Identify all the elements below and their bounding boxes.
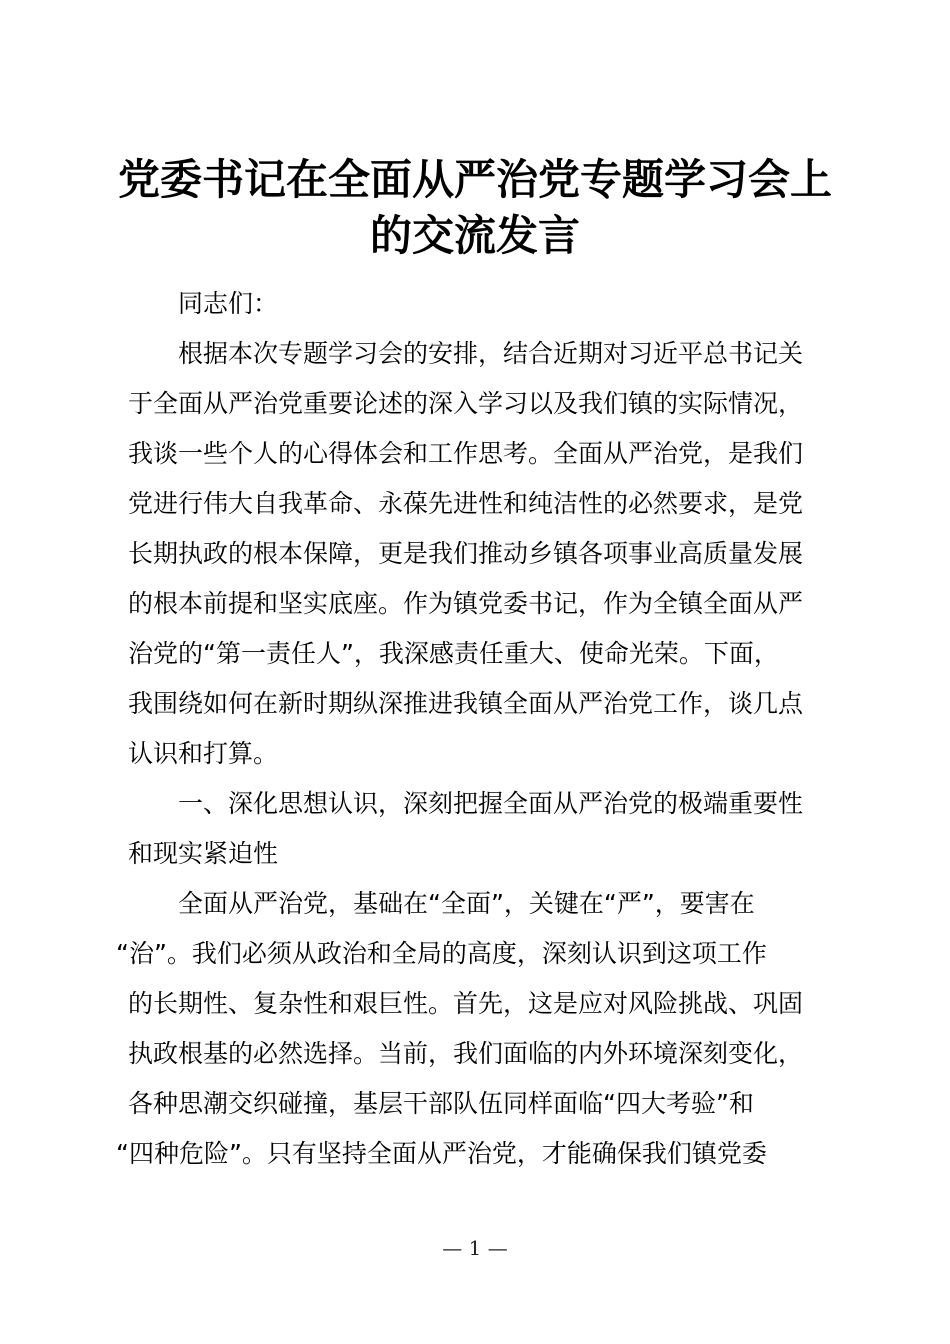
paragraph-line: 认识和打算。: [128, 739, 279, 768]
paragraph-line: 党进行伟大自我革命、永葆先进性和纯洁性的必然要求，是党: [128, 489, 804, 518]
paragraph-line: 的长期性、复杂性和艰巨性。首先，这是应对风险挑战、巩固: [128, 989, 804, 1018]
paragraph-line: 我谈一些个人的心得体会和工作思考。全面从严治党，是我们: [128, 439, 804, 468]
paragraph-line: “四种危险”。只有坚持全面从严治党，才能确保我们镇党委: [116, 1139, 767, 1168]
page-number: — 1 —: [442, 1236, 508, 1260]
salutation: 同志们：: [178, 289, 279, 318]
document-body: [116, 279, 834, 1179]
paragraph-line: 的根本前提和坚实底座。作为镇党委书记，作为全镇全面从严: [128, 589, 804, 618]
paragraph-line: 长期执政的根本保障，更是我们推动乡镇各项事业高质量发展: [128, 539, 804, 568]
paragraph-line: 执政根基的必然选择。当前，我们面临的内外环境深刻变化，: [128, 1039, 804, 1068]
paragraph-line: 治党的“第一责任人”，我深感责任重大、使命光荣。下面，: [128, 639, 779, 668]
document-title-line-2: 的交流发言: [369, 211, 580, 260]
section-heading-line: 和现实紧迫性: [128, 839, 279, 868]
paragraph-line: 各种思潮交织碰撞，基层干部队伍同样面临“四大考验”和: [128, 1089, 754, 1118]
paragraph-line: 我围绕如何在新时期纵深推进我镇全面从严治党工作，谈几点: [128, 689, 804, 718]
paragraph-line: 根据本次专题学习会的安排，结合近期对习近平总书记关: [178, 339, 804, 368]
section-heading-line: 一、深化思想认识，深刻把握全面从严治党的极端重要性: [178, 789, 804, 818]
document-title-line-1: 党委书记在全面从严治党专题学习会上: [117, 155, 832, 204]
paragraph-line: 全面从严治党，基础在“全面”，关键在“严”，要害在: [178, 889, 755, 918]
paragraph-line: 于全面从严治党重要论述的深入学习以及我们镇的实际情况，: [128, 389, 804, 418]
paragraph-line: “治”。我们必须从政治和全局的高度，深刻认识到这项工作: [116, 939, 767, 968]
